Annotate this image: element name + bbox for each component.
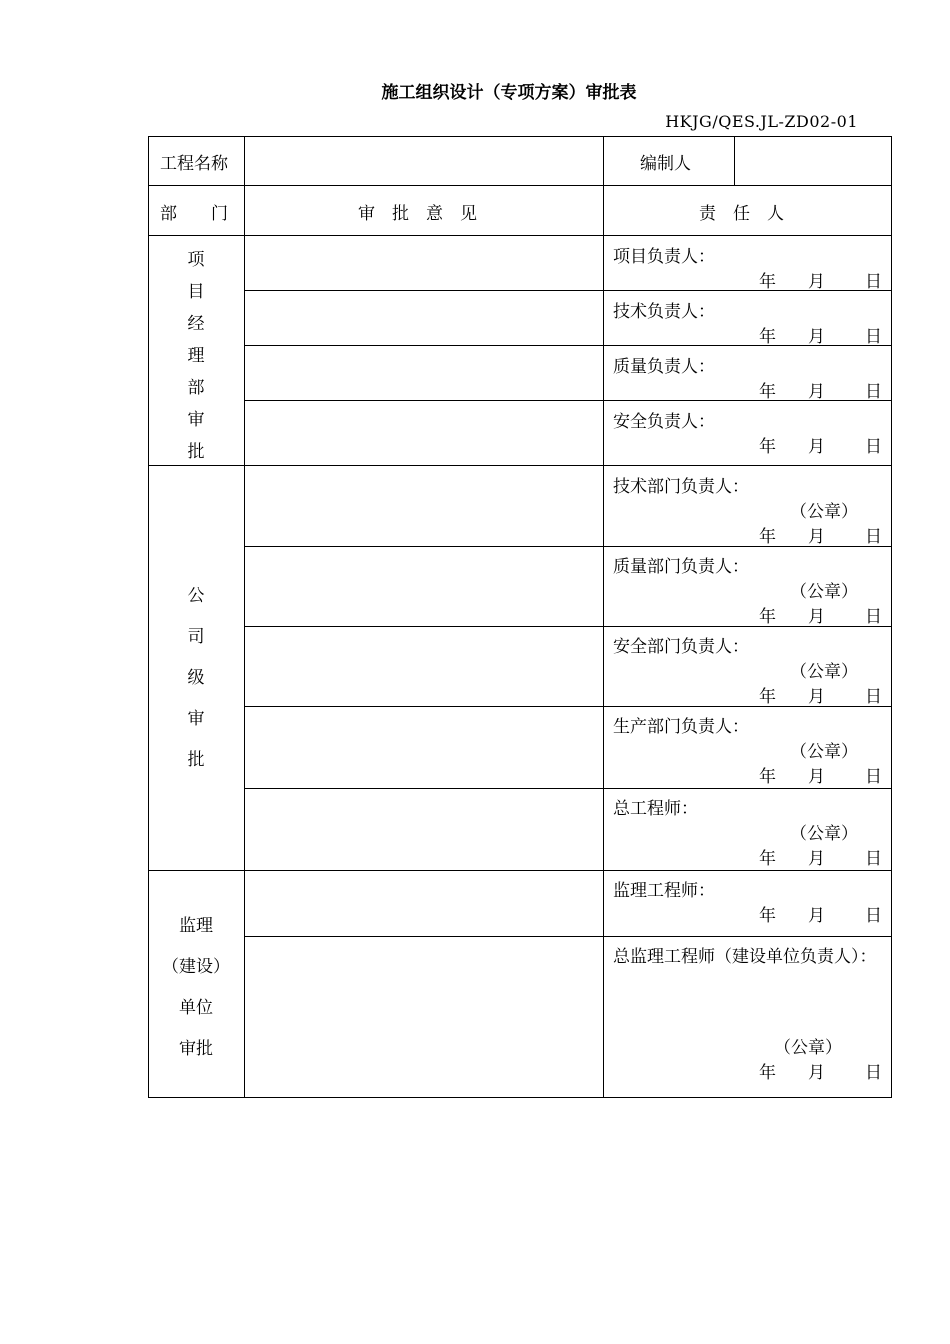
quality-dept-head-label: 质量部门负责人： xyxy=(613,557,749,577)
supervising-engineer-label: 监理工程师： xyxy=(613,881,715,901)
label-char: 批 xyxy=(187,750,205,770)
label-char: 理 xyxy=(187,346,205,366)
label-char: 级 xyxy=(187,668,205,688)
col-header-opinion: 审 批 意 见 xyxy=(358,204,477,224)
safety-dept-head-label: 安全部门负责人： xyxy=(613,637,749,657)
col-divider-3 xyxy=(734,136,735,186)
label-line: （建设） xyxy=(162,957,230,977)
row-line-columns xyxy=(148,235,892,236)
border-top xyxy=(148,136,892,137)
company-level-label xyxy=(148,576,244,781)
col-header-dept: 部 门 xyxy=(160,204,228,224)
sub-row-line xyxy=(244,626,892,627)
seal-label: （公章） xyxy=(790,824,858,844)
label-line: 审批 xyxy=(179,1039,213,1059)
project-manager-label: 项目负责人： xyxy=(613,247,715,267)
border-bottom xyxy=(148,1097,892,1098)
label-char: 批 xyxy=(187,442,205,462)
tech-dept-head-label: 技术部门负责人： xyxy=(613,477,749,497)
safety-lead-label: 安全负责人： xyxy=(613,412,715,432)
sub-row-line xyxy=(244,290,892,291)
seal-label: （公章） xyxy=(774,1038,842,1058)
quality-lead-label: 质量负责人： xyxy=(613,357,715,377)
seal-label: （公章） xyxy=(790,662,858,682)
sub-row-line xyxy=(244,788,892,789)
col-divider-2 xyxy=(603,136,604,1098)
label-char: 目 xyxy=(187,282,205,302)
label-line: 监理 xyxy=(179,916,213,936)
chief-engineer-label: 总工程师： xyxy=(613,799,698,819)
label-char: 审 xyxy=(187,410,205,430)
row-line-header xyxy=(148,185,892,186)
label-char: 部 xyxy=(187,378,205,398)
seal-label: （公章） xyxy=(790,502,858,522)
label-char: 经 xyxy=(187,314,205,334)
preparer-label: 编制人 xyxy=(640,154,691,174)
supervision-label xyxy=(148,906,244,1070)
row-line-section2 xyxy=(148,870,892,871)
label-char: 公 xyxy=(187,586,205,606)
document-title: 施工组织设计（专项方案）审批表 xyxy=(381,83,637,103)
col-divider-1 xyxy=(244,136,245,1098)
label-char: 司 xyxy=(187,627,205,647)
project-name-label: 工程名称 xyxy=(160,154,228,174)
row-line-section1 xyxy=(148,465,892,466)
tech-lead-label: 技术负责人： xyxy=(613,302,715,322)
sub-row-line xyxy=(244,400,892,401)
col-header-person: 责 任 人 xyxy=(699,204,784,224)
sub-row-line xyxy=(244,345,892,346)
border-right xyxy=(891,136,892,1098)
seal-label: （公章） xyxy=(790,582,858,602)
label-char: 审 xyxy=(187,709,205,729)
label-char: 项 xyxy=(187,250,205,270)
seal-label: （公章） xyxy=(790,742,858,762)
label-line: 单位 xyxy=(179,998,213,1018)
sub-row-line xyxy=(244,546,892,547)
document-code: HKJG/QES.JL-ZD02-01 xyxy=(665,112,858,131)
sub-row-line xyxy=(244,706,892,707)
approval-table: 工程名称 编制人 部 门 审 批 意 见 责 任 人 项 目 经 理 部 审 批 项目负责人： 年 月 日 技术负责人： 年 月 日 质量负责人： 年 月 日 安全负责人： 年 月 日 公 司 级 审 批 技术部门负责人： （公章） 年 月 日 质量部门负责人： （公章） 年 月 日 安全部门负责人： （公章） 年 月 日 生产部门负责人： （公章） 年 月 日 总工程师： （公章） 年 月 日 监理 （建设） 单位 审批 监理工程师： 年 月 日 总监理工程师（建设单位负责人）： （公章） 年 月 日 xyxy=(148,136,892,1098)
production-dept-head-label: 生产部门负责人： xyxy=(613,717,749,737)
sub-row-line xyxy=(244,936,892,937)
project-dept-label xyxy=(148,244,244,468)
chief-supervising-engineer-label: 总监理工程师（建设单位负责人）： xyxy=(613,947,877,967)
